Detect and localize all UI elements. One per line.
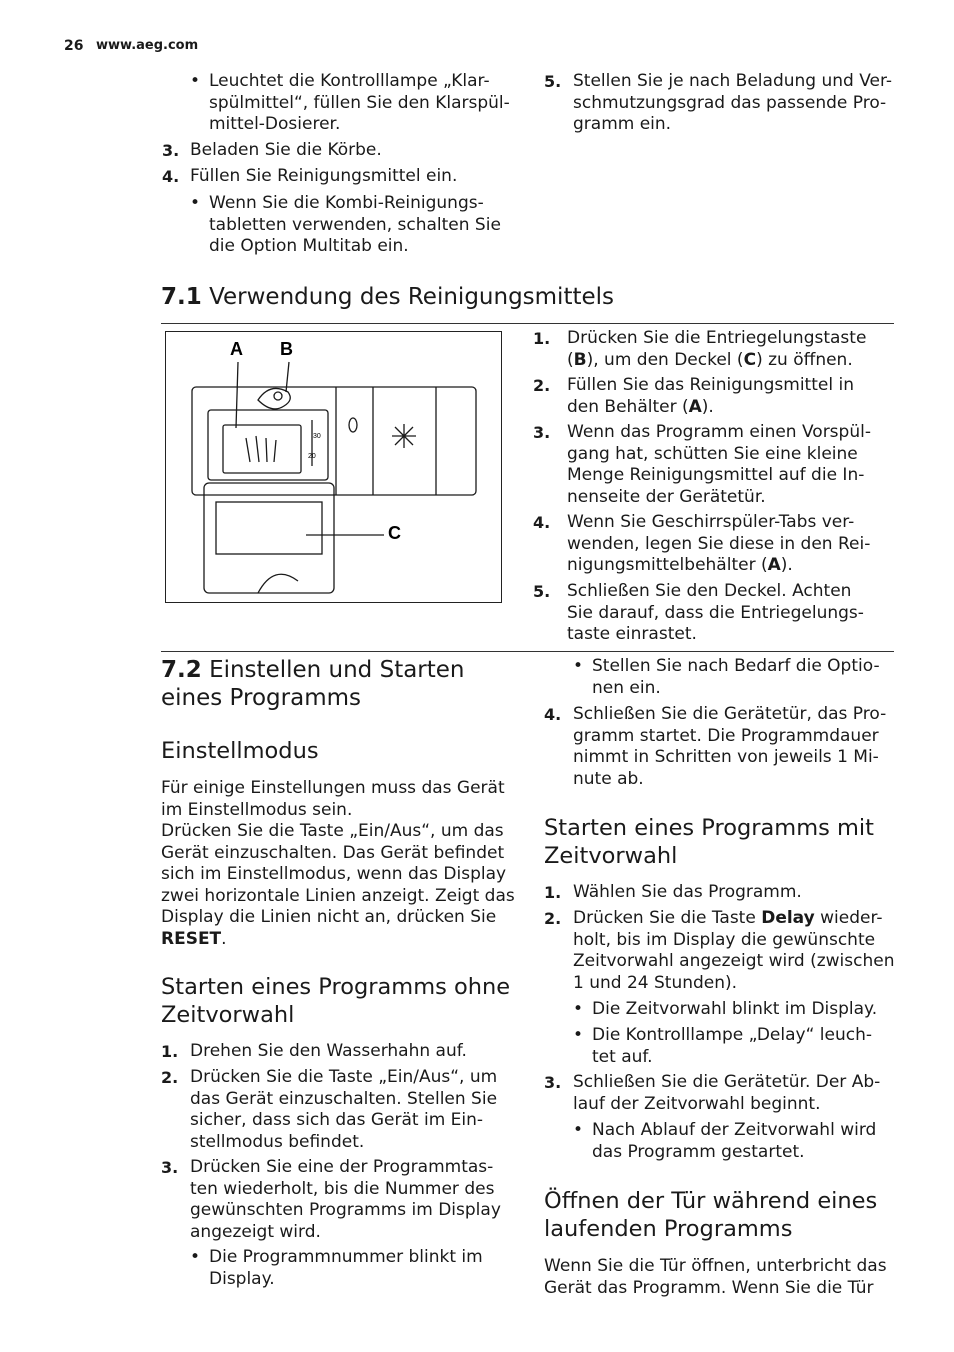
list-item: • Nach Ablauf der Zeitvorwahl wird das Programm gestartet.	[573, 1120, 877, 1162]
list-item: • Stellen Sie nach Bedarf die Optio- nen ein.	[573, 656, 880, 698]
divider	[161, 323, 894, 324]
list-item: 2. Füllen Sie das Reinigungsmittel in den Behälter (A).	[533, 375, 854, 417]
label-c: C	[388, 523, 401, 543]
list-item: 3. Schließen Sie die Gerätetür. Der Ab- lauf der Zeitvorwahl beginnt.	[544, 1072, 881, 1114]
list-item: 3. Beladen Sie die Körbe.	[162, 140, 382, 160]
list-item: 3. Drücken Sie eine der Programmtas- ten wiederholt, bis die Nummer des gewünschten Programms im Display angezeigt wird.	[161, 1157, 501, 1242]
list-item: 1. Wählen Sie das Programm.	[544, 882, 802, 902]
list-item: 2. Drücken Sie die Taste Delay wieder- holt, bis im Display die gewünschte Zeitvorwahl angezeigt wird (zwischen 1 und 24 Stunden).	[544, 908, 895, 993]
section-heading-7-1: 7.1 Verwendung des Reinigungsmittels	[161, 284, 615, 310]
list-item: • Die Programmnummer blinkt im Display.	[190, 1247, 483, 1289]
tuer-paragraph: Wenn Sie die Tür öffnen, unterbricht das Gerät das Programm. Wenn Sie die Tür	[544, 1256, 887, 1298]
list-item: 5. Schließen Sie den Deckel. Achten Sie darauf, dass die Entriegelungs- taste einrastet.	[533, 581, 864, 644]
list-item: • Wenn Sie die Kombi-Reinigungs- tabletten verwenden, schalten Sie die Option Multitab ein.	[190, 193, 501, 256]
section-heading-7-2: 7.2 Einstellen und Starten eines Programms	[161, 657, 465, 711]
list-item: • Die Zeitvorwahl blinkt im Display.	[573, 999, 878, 1019]
einstellmodus-paragraph: Für einige Einstellungen muss das Gerät im Einstellmodus sein. Drücken Sie die Taste „Ein/Aus“, um das Gerät einzuschalten. Das Gerät befindet sich im Einstellmodus, wenn das Display zwei horizontale Linien anzeigt. Zeigt das Display die Linien nicht an, drücken Sie RESET.	[161, 778, 515, 949]
dispenser-figure	[165, 331, 502, 603]
list-item: 5. Stellen Sie je nach Beladung und Ver- schmutzungsgrad das passende Pro- gramm ein.	[544, 71, 893, 134]
list-item: 4. Wenn Sie Geschirrspüler-Tabs ver- wenden, legen Sie diese in den Rei- nigungsmittelbehälter (A).	[533, 512, 871, 575]
scale-30: 30	[313, 433, 321, 440]
list-item: 1. Drücken Sie die Entriegelungstaste (B), um den Deckel (C) zu öffnen.	[533, 328, 867, 370]
label-b: B	[280, 339, 293, 359]
list-item: 3. Wenn das Programm einen Vorspül- gang hat, schütten Sie eine kleine Menge Reinigungsmittel auf die In- nenseite der Gerätetür.	[533, 422, 871, 507]
scale-20: 20	[308, 453, 316, 460]
page-number: 26	[64, 38, 84, 54]
bullet-icon: •	[190, 71, 201, 91]
subheading-mit-zeitvorwahl: Starten eines Programms mit Zeitvorwahl	[544, 815, 875, 869]
dispenser-illustration	[166, 332, 501, 602]
bullet-icon: •	[573, 656, 584, 676]
list-item: 4. Schließen Sie die Gerätetür, das Pro- gramm startet. Die Programmdauer nimmt in Schritten von jeweils 1 Mi- nute ab.	[544, 704, 887, 789]
bullet-icon: •	[190, 193, 201, 213]
divider	[161, 651, 894, 652]
subheading-tuer-oeffnen: Öffnen der Tür während eines laufenden Programms	[544, 1188, 878, 1242]
list-item: • Leuchtet die Kontrolllampe „Klar- spülmittel“, füllen Sie den Klarspül- mittel-Dosierer.	[190, 71, 510, 134]
list-item: 1. Drehen Sie den Wasserhahn auf.	[161, 1041, 467, 1061]
subheading-einstellmodus: Einstellmodus	[161, 738, 319, 764]
bullet-icon: •	[573, 1025, 584, 1045]
label-a: A	[230, 339, 243, 359]
bullet-icon: •	[573, 1120, 584, 1140]
bullet-icon: •	[190, 1247, 201, 1267]
subheading-ohne-zeitvorwahl: Starten eines Programms ohne Zeitvorwahl	[161, 974, 511, 1028]
list-item: 2. Drücken Sie die Taste „Ein/Aus“, um das Gerät einzuschalten. Stellen Sie sicher, dass sich das Gerät im Ein- stellmodus befindet.	[161, 1067, 498, 1152]
list-item: 4. Füllen Sie Reinigungsmittel ein.	[162, 166, 458, 186]
list-item: • Die Kontrolllampe „Delay“ leuch- tet auf.	[573, 1025, 873, 1067]
header-url: www.aeg.com	[96, 38, 199, 53]
bullet-icon: •	[573, 999, 584, 1019]
